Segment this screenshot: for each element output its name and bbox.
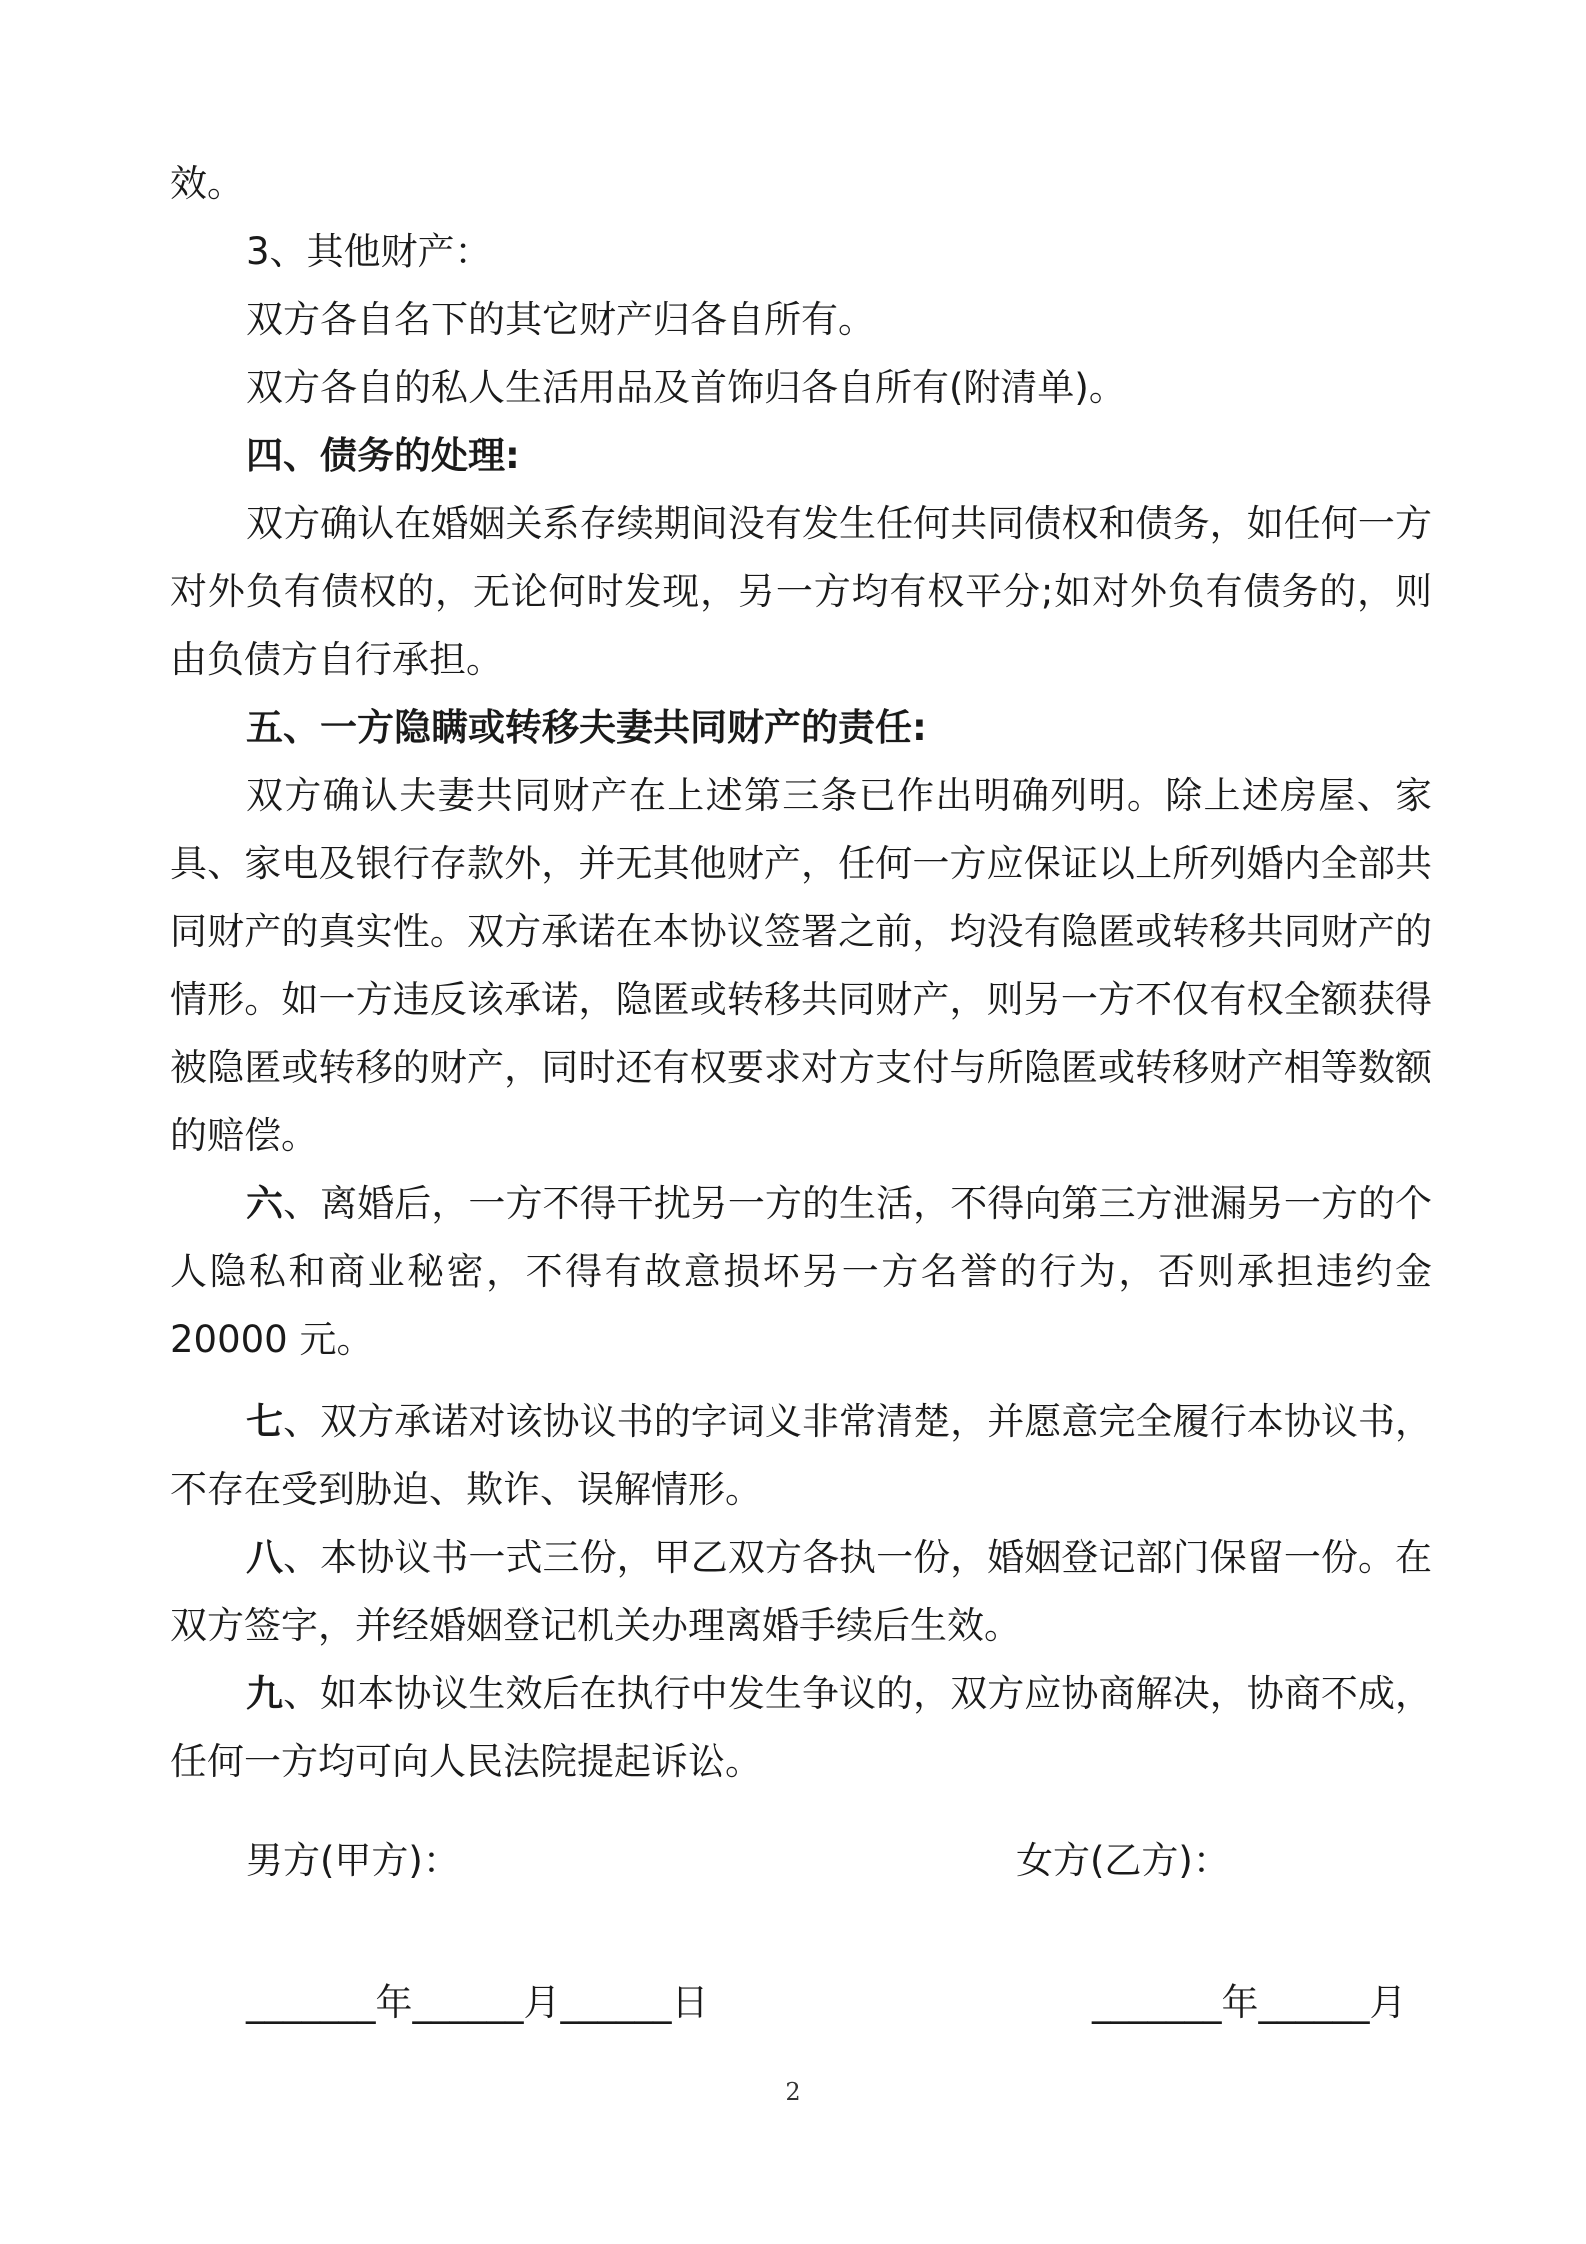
male-party-label: 男方(甲方)： (246, 1839, 460, 1882)
paragraph (170, 354, 1432, 422)
paragraph-text: 四、债务的处理: (246, 434, 520, 477)
paragraph-text: 3、其他财产： (246, 230, 492, 273)
paragraph (170, 1524, 1432, 1660)
paragraph (170, 1660, 1432, 1796)
clause-number: 七 (246, 1400, 284, 1443)
male-date-line: _______年______月______日 (246, 1981, 709, 2024)
page-number: 2 (785, 2078, 801, 2106)
paragraph-text: 、如本协议生效后在执行中发生争议的，双方应协商解决，协商不成，任何一方均可向人民法院提起诉讼。 (170, 1672, 1433, 1783)
paragraph-text: 、双方承诺对该协议书的字词义非常清楚，并愿意完全履行本协议书，不存在受到胁迫、欺诈、误解情形。 (170, 1400, 1433, 1511)
paragraph (170, 150, 1432, 218)
paragraph (170, 694, 1432, 762)
paragraph (170, 1388, 1432, 1524)
paragraph-text: 双方各自的私人生活用品及首饰归各自所有(附清单)。 (246, 366, 1126, 409)
paragraph (170, 422, 1432, 490)
paragraph-text: 、离婚后，一方不得干扰另一方的生活，不得向第三方泄漏另一方的个人隐私和商业秘密，不得有故意损坏另一方名誉的行为，否则承担违约金 20000 元。 (170, 1182, 1433, 1361)
paragraph-text: 、本协议书一式三份，甲乙双方各执一份，婚姻登记部门保留一份。在双方签字，并经婚姻登记机关办理离婚手续后生效。 (170, 1536, 1433, 1647)
paragraph (170, 1170, 1432, 1374)
female-date-line: _______年______月 (1092, 1981, 1407, 2024)
paragraph-text: 双方确认夫妻共同财产在上述第三条已作出明确列明。除上述房屋、家具、家电及银行存款外，并无其他财产，任何一方应保证以上所列婚内全部共同财产的真实性。双方承诺在本协议签署之前，均没有隐匿或转移共同财产的情形。如一方违反该承诺，隐匿或转移共同财产，则另一方不仅有权全额获得被隐匿或转移的财产，同时还有权要求对方支付与所隐匿或转移财产相等数额的赔偿。 (170, 774, 1432, 1157)
paragraph (170, 286, 1432, 354)
clause-number: 八 (246, 1536, 284, 1579)
paragraph-text: 双方确认在婚姻关系存续期间没有发生任何共同债权和债务，如任何一方对外负有债权的，无论何时发现，另一方均有权平分;如对外负有债务的，则由负债方自行承担。 (170, 502, 1432, 681)
paragraph-text: 双方各自名下的其它财产归各自所有。 (246, 298, 875, 341)
paragraph (170, 762, 1432, 1170)
document-body (170, 150, 1432, 1796)
paragraph (170, 218, 1432, 286)
clause-number: 九 (246, 1672, 284, 1715)
female-party-label: 女方(乙方)： (1016, 1839, 1230, 1882)
clause-number: 六 (246, 1182, 284, 1225)
paragraph-text: 五、一方隐瞒或转移夫妻共同财产的责任: (246, 706, 927, 749)
paragraph (170, 490, 1432, 694)
paragraph-text: 效。 (170, 162, 244, 205)
